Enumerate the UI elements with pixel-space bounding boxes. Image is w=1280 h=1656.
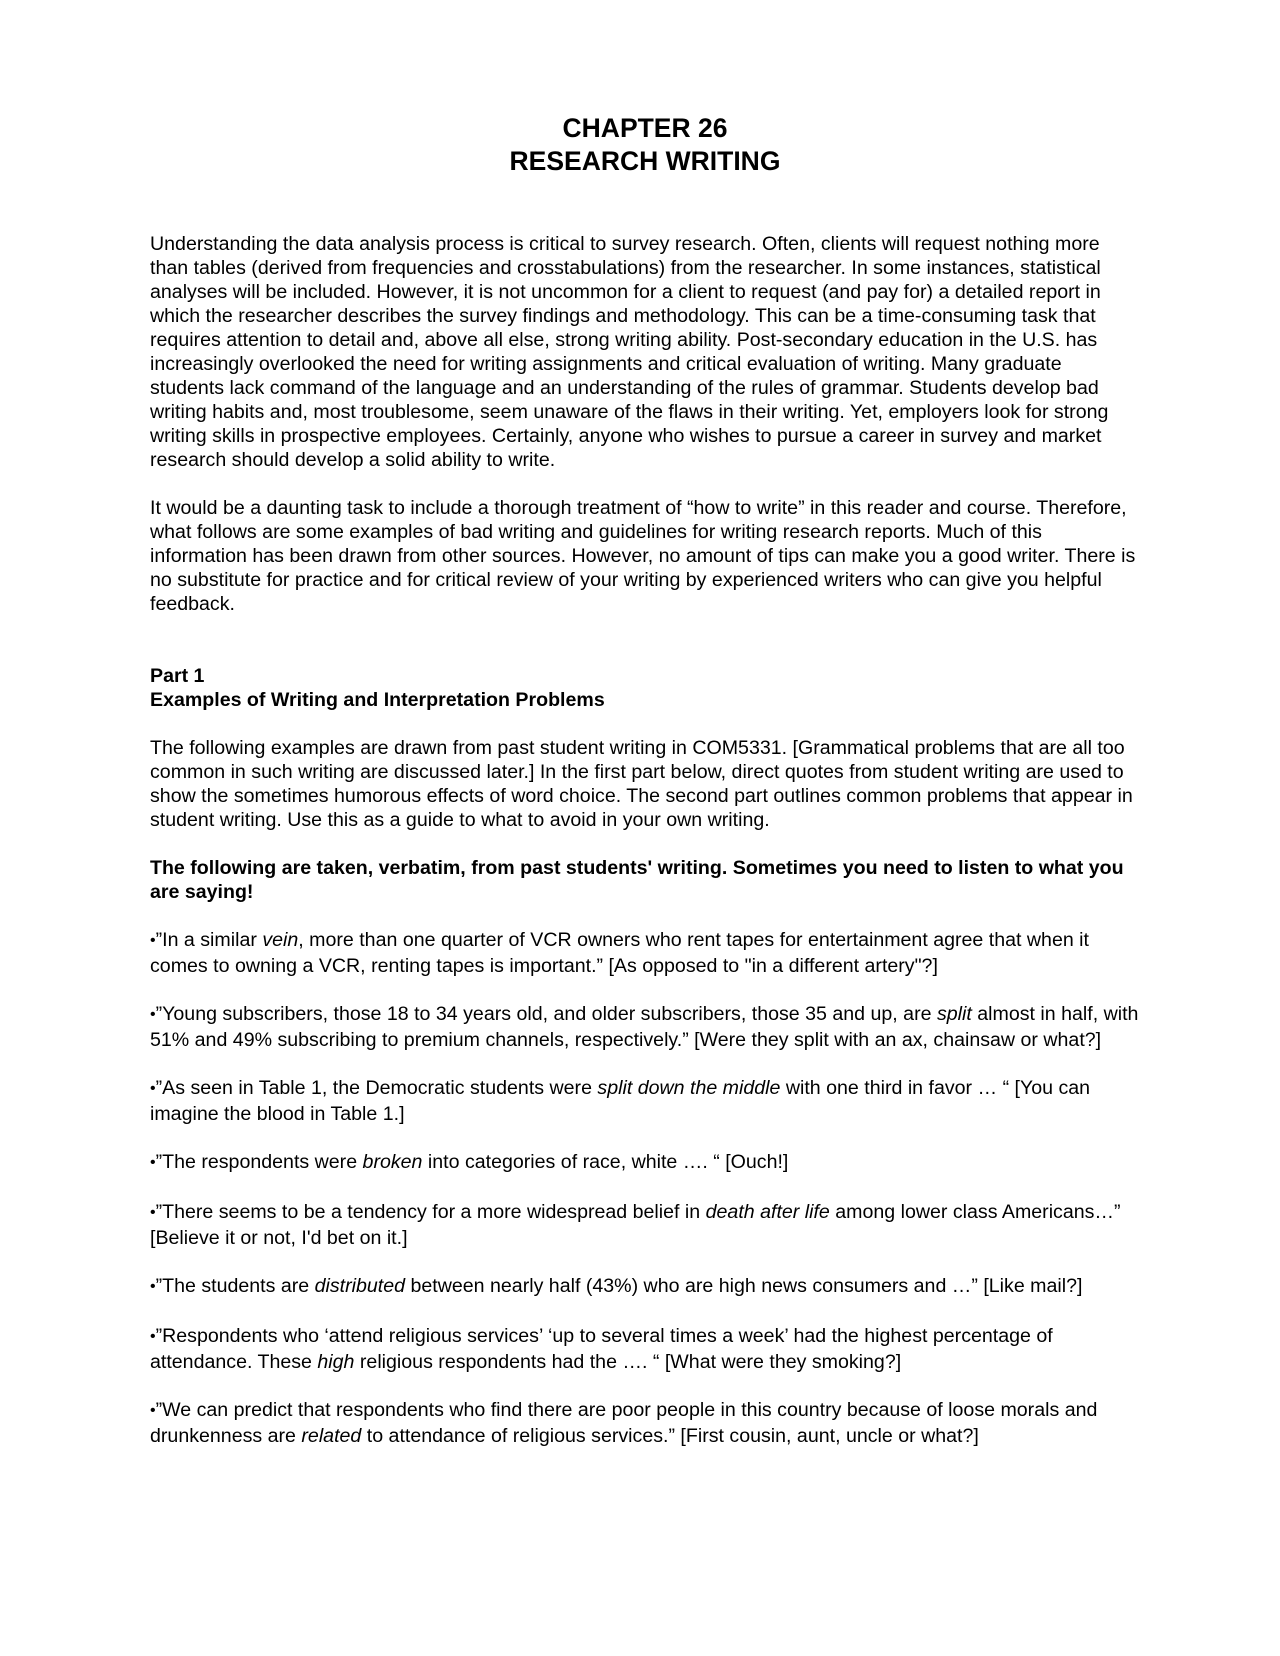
chapter-number: CHAPTER 26: [562, 113, 728, 143]
quote-emphasis: vein: [262, 929, 299, 951]
quote-emphasis: related: [301, 1425, 362, 1447]
quote-item: [150, 1200, 1140, 1250]
quote-item: [150, 1274, 1140, 1300]
quote-emphasis: broken: [362, 1151, 423, 1173]
quote-text: ”The respondents were: [155, 1151, 363, 1173]
quote-text: with one third in favor … “ [You can imagine the blood in Table 1.]: [150, 1077, 1091, 1125]
quote-text: , more than one quarter of VCR owners who rent tapes for entertainment agree that when it comes to owning a VCR, renting tapes is important.” [As opposed to "in a different artery"?]: [150, 929, 1089, 977]
quote-item: [150, 1398, 1140, 1448]
document-page: [150, 112, 1140, 1448]
bullet-icon: •: [150, 1402, 156, 1419]
part-label: Part 1: [150, 665, 205, 687]
quote-item: [150, 1150, 1140, 1176]
quote-item: [150, 1002, 1140, 1052]
part-intro-paragraph: The following examples are drawn from past student writing in COM5331. [Grammatical problems that are all too common in such writing are discussed later.] In the first part below, direct quotes from student writing are used to show the sometimes humorous effects of word choice. The second part outlines common problems that appear in student writing. Use this as a guide to what to avoid in your own writing.: [150, 737, 1133, 831]
quote-text: ”The students are: [155, 1275, 315, 1297]
quote-item: [150, 1324, 1140, 1374]
quotes-lead-in: The following are taken, verbatim, from past students' writing. Sometimes you need to listen to what you are saying!: [150, 857, 1124, 903]
quote-text: among lower class Americans…” [Believe it or not, I'd bet on it.]: [150, 1201, 1121, 1249]
intro-paragraph-2: It would be a daunting task to include a thorough treatment of “how to write” in this reader and course. Therefore, what follows are some examples of bad writing and guidelines for writing research reports. Much of this information has been drawn from other sources. However, no amount of tips can make you a good writer. There is no substitute for practice and for critical review of your writing by experienced writers who can give you helpful feedback.: [150, 497, 1136, 615]
part-heading: [150, 664, 1140, 712]
quote-text: ”In a similar: [155, 929, 263, 951]
quote-text: into categories of race, white …. “ [Ouch!]: [422, 1151, 789, 1173]
chapter-title: [150, 112, 1140, 178]
quote-text: ”We can predict that respondents who find there are poor people in this country because of loose morals and drunkenness are: [150, 1399, 1098, 1447]
part-title: Examples of Writing and Interpretation Problems: [150, 689, 605, 711]
quote-emphasis: split down the middle: [597, 1077, 781, 1099]
bullet-icon: •: [150, 1204, 156, 1221]
quote-text: ”As seen in Table 1, the Democratic students were: [155, 1077, 598, 1099]
quote-text: almost in half, with 51% and 49% subscribing to premium channels, respectively.” [Were they split with an ax, chainsaw or what?]: [150, 1003, 1139, 1051]
chapter-name: RESEARCH WRITING: [509, 146, 781, 176]
quote-text: religious respondents had the …. “ [What were they smoking?]: [354, 1351, 902, 1373]
bullet-icon: •: [150, 1006, 156, 1023]
intro-paragraph-1: Understanding the data analysis process is critical to survey research. Often, clients will request nothing more than tables (derived from frequencies and crosstabulations) from the researcher. In some instances, statistical analyses will be included. However, it is not uncommon for a client to request (and pay for) a detailed report in which the researcher describes the survey findings and methodology. This can be a time-consuming task that requires attention to detail and, above all else, strong writing ability. Post-secondary education in the U.S. has increasingly overlooked the need for writing assignments and critical evaluation of writing. Many graduate students lack command of the language and an understanding of the rules of grammar. Students develop bad writing habits and, most troublesome, seem unaware of the flaws in their writing. Yet, employers look for strong writing skills in prospective employees. Certainly, anyone who wishes to pursue a career in survey and market research should develop a solid ability to write.: [150, 233, 1109, 471]
quote-item: [150, 928, 1140, 978]
quote-emphasis: split: [936, 1003, 972, 1025]
quote-text: ”Young subscribers, those 18 to 34 years old, and older subscribers, those 35 and up, are: [155, 1003, 937, 1025]
bullet-icon: •: [150, 932, 156, 949]
quote-text: ”Respondents who ‘attend religious services’ ‘up to several times a week’ had the highest percentage of attendance. These: [150, 1325, 1053, 1373]
bullet-icon: •: [150, 1080, 156, 1097]
quote-emphasis: death after life: [705, 1201, 830, 1223]
quote-text: ”There seems to be a tendency for a more widespread belief in: [155, 1201, 706, 1223]
quote-text: to attendance of religious services.” [First cousin, aunt, uncle or what?]: [361, 1425, 979, 1447]
bullet-icon: •: [150, 1154, 156, 1171]
quote-emphasis: distributed: [314, 1275, 406, 1297]
bullet-icon: •: [150, 1328, 156, 1345]
quote-list: [150, 928, 1140, 1448]
quote-emphasis: high: [317, 1351, 355, 1373]
bullet-icon: •: [150, 1278, 156, 1295]
quote-item: [150, 1076, 1140, 1126]
quote-text: between nearly half (43%) who are high news consumers and …” [Like mail?]: [405, 1275, 1083, 1297]
